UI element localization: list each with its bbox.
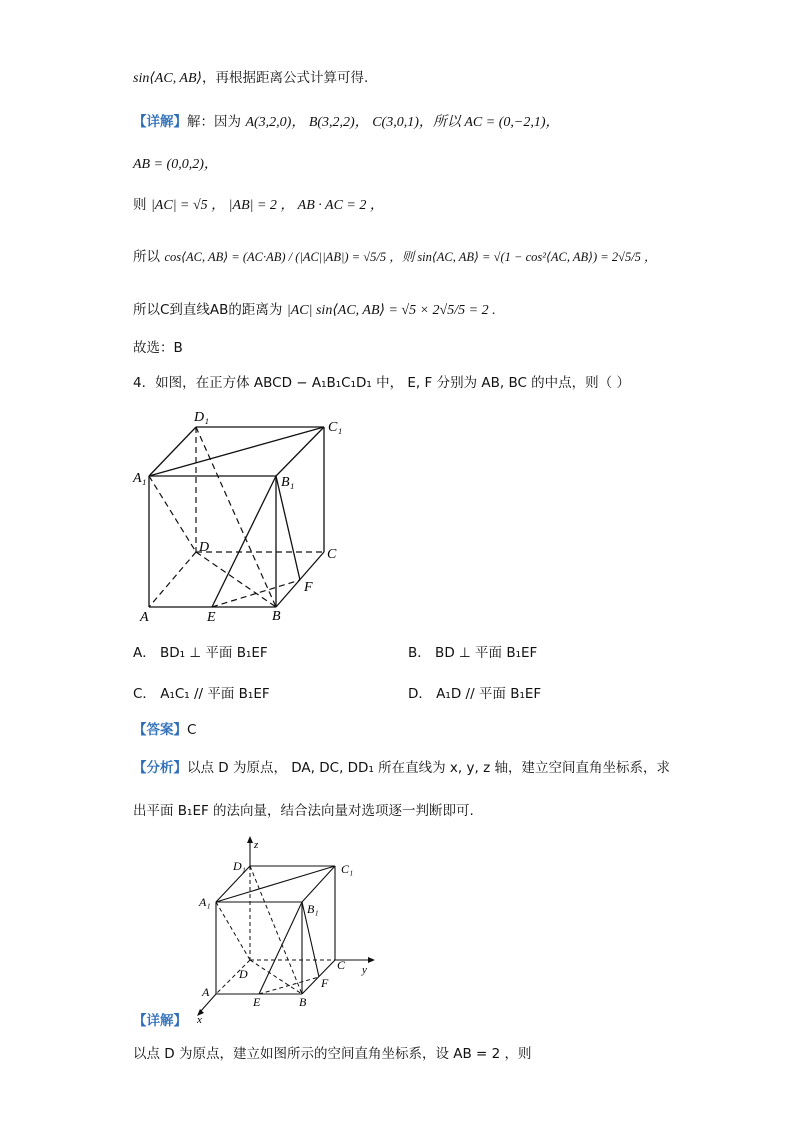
- label-B1: B₁: [307, 902, 319, 916]
- analysis-line-2: 出平面 B₁EF 的法向量，结合法向量对选项逐一判断即可.: [133, 803, 474, 819]
- label-C: C: [337, 958, 346, 972]
- math-expr: |AC| sin⟨AC, AB⟩ = √5 × 2√5/5 = 2 .: [286, 303, 496, 318]
- text-line-6: [133, 300, 496, 321]
- option-a: A． BD₁ ⊥ 平面 B₁EF: [133, 645, 268, 661]
- detail-tag: 【详解】: [133, 1013, 187, 1029]
- label-A1: A₁: [133, 471, 147, 486]
- label-D: D: [199, 540, 210, 555]
- label-C1: C₁: [328, 420, 343, 435]
- label-B: B: [299, 995, 307, 1009]
- option-c: C． A₁C₁ // 平面 B₁EF: [133, 686, 270, 702]
- option-b: B． BD ⊥ 平面 B₁EF: [408, 645, 538, 661]
- detail-text: 以点 D 为原点，建立如图所示的空间直角坐标系，设 AB = 2 ，则: [133, 1046, 532, 1062]
- answer-value: C: [187, 722, 197, 738]
- analysis-tag: 【分析】: [133, 760, 187, 776]
- label-x: x: [197, 1014, 202, 1026]
- label-B1: B₁: [281, 475, 295, 490]
- answer-line: 故选：B: [133, 340, 183, 356]
- label-z: z: [254, 839, 259, 851]
- text-line-4: [133, 195, 384, 216]
- label-D1: D₁: [233, 859, 246, 873]
- text-line-5: [133, 247, 657, 267]
- label-D1: D₁: [194, 410, 209, 425]
- label-C1: C₁: [341, 862, 354, 876]
- text-line-3: [133, 154, 218, 175]
- label-E: E: [207, 610, 216, 625]
- label-F: F: [304, 580, 313, 595]
- cube-figure-2: [188, 836, 383, 1026]
- label-B: B: [272, 609, 281, 624]
- text: 所以C到直线AB的距离为: [133, 302, 283, 318]
- math-expr: A(3,2,0)， B(3,2,2)， C(3,0,1)，所以 AC = (0,−2,1)，: [245, 115, 560, 130]
- text: 以点 D 为原点， DA, DC, DD₁ 所在直线为 x, y, z 轴，建立空间直角坐标系，求: [187, 760, 670, 776]
- text: 所以: [133, 249, 160, 265]
- math-expr: AB = (0,0,2)，: [133, 157, 218, 172]
- cube-figure-1: [128, 402, 378, 634]
- label-A: A: [202, 985, 210, 999]
- text-line-2: [133, 112, 559, 133]
- question-4: 4．如图，在正方体 ABCD − A₁B₁C₁D₁ 中， E, F 分别为 AB, BC 的中点，则（ ）: [133, 375, 630, 391]
- text-line-1: [133, 68, 368, 89]
- detail-tag-line: [133, 1011, 187, 1031]
- math-expr: |AC| = √5 ， |AB| = 2 ， AB · AC = 2 ，: [150, 198, 384, 213]
- detail-tag: 【详解】: [133, 114, 187, 130]
- label-A1: A₁: [199, 895, 211, 909]
- math-expr: cos⟨AC, AB⟩ = (AC·AB) / (|AC||AB|) = √5/5 ，则 sin⟨AC, AB⟩ = √(1 − cos²⟨AC, AB⟩) = 2√5/5 ，: [164, 250, 657, 264]
- text: 则: [133, 197, 147, 213]
- label-C: C: [327, 547, 337, 562]
- label-D: D: [239, 967, 248, 981]
- answer-section: [133, 720, 196, 740]
- analysis-line-1: [133, 758, 670, 778]
- label-A: A: [140, 610, 149, 625]
- label-E: E: [253, 995, 261, 1009]
- math-expr: sin⟨AC, AB⟩: [133, 71, 203, 86]
- text: 解：因为: [187, 114, 241, 130]
- answer-tag: 【答案】: [133, 722, 187, 738]
- label-F: F: [321, 976, 329, 990]
- option-d: D． A₁D // 平面 B₁EF: [408, 686, 542, 702]
- label-y: y: [362, 964, 367, 976]
- text: ，再根据距离公式计算可得.: [202, 70, 369, 86]
